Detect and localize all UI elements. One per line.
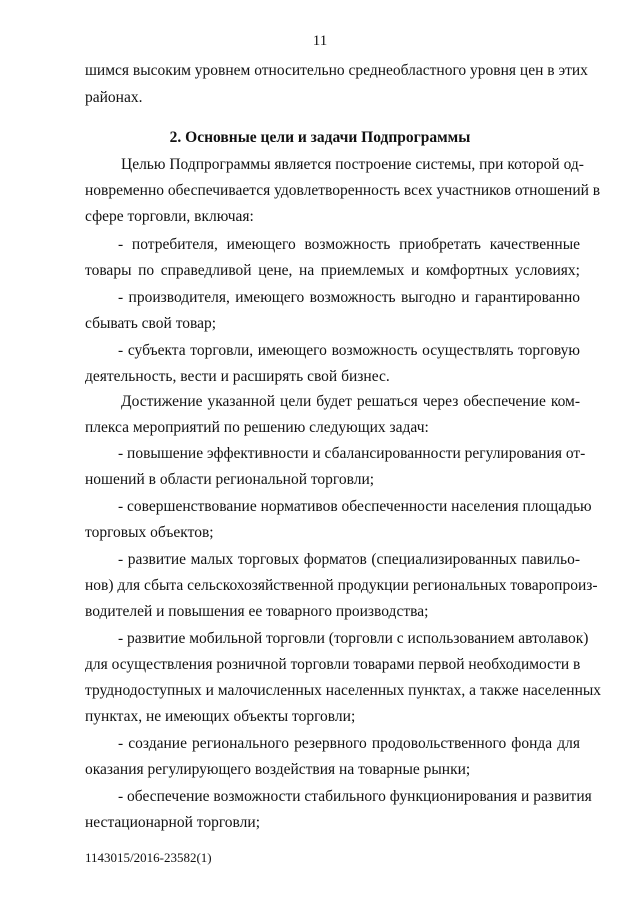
text-line: нестационарной торговли; (85, 814, 261, 831)
text-line: шимся высоким уровнем относительно среднеобластного уровня цен в этих (85, 62, 588, 79)
text-line: нов) для сбыта сельскохозяйственной продукции региональных товаропроиз- (85, 577, 598, 594)
list-item: - субъекта торговли, имеющего возможность осуществлять торговую (118, 342, 580, 359)
document-code: 1143015/2016-23582(1) (85, 850, 212, 865)
list-item: - совершенствование нормативов обеспеченности населения площадью (118, 498, 592, 515)
text-line: труднодоступных и малочисленных населенных пунктах, а также населенных (85, 682, 602, 699)
text-line: пунктах, не имеющих объекты торговли; (85, 708, 356, 725)
list-item: - развитие мобильной торговли (торговли с использованием автолавок) (118, 630, 589, 647)
list-item: - создание регионального резервного продовольственного фонда для (118, 735, 580, 752)
text-line: сфере торговли, включая: (85, 208, 254, 225)
text-line: новременно обеспечивается удовлетворенность всех участников отношений в (85, 182, 601, 199)
list-item: - потребителя, имеющего возможность приобретать качественные (118, 236, 580, 253)
list-item: - обеспечение возможности стабильного функционирования и развития (118, 788, 592, 805)
text-line: деятельность, вести и расширять свой бизнес. (85, 368, 390, 385)
list-item: - развитие малых торговых форматов (специализированных павильо- (118, 551, 580, 568)
text-line: Целью Подпрограммы является построение системы, при которой од- (121, 156, 584, 173)
page-number: 11 (312, 33, 328, 49)
text-line: Достижение указанной цели будет решаться через обеспечение ком- (121, 393, 580, 410)
text-line: торговых объектов; (85, 524, 214, 541)
text-line: сбывать свой товар; (85, 315, 217, 332)
text-line: районах. (85, 89, 143, 106)
section-heading: 2. Основные цели и задачи Подпрограммы (169, 129, 471, 146)
text-line: для осуществления розничной торговли товарами первой необходимости в (85, 656, 581, 673)
text-line: плекса мероприятий по решению следующих задач: (85, 419, 429, 436)
text-line: водителей и повышения ее товарного производства; (85, 603, 429, 620)
list-item: - производителя, имеющего возможность выгодно и гарантированно (118, 289, 580, 306)
text-line: оказания регулирующего воздействия на товарные рынки; (85, 761, 471, 778)
text-line: ношений в области региональной торговли; (85, 471, 375, 488)
list-item: - повышение эффективности и сбалансированности регулирования от- (118, 445, 586, 462)
text-line: товары по справедливой цене, на приемлемых и комфортных условиях; (85, 262, 580, 279)
